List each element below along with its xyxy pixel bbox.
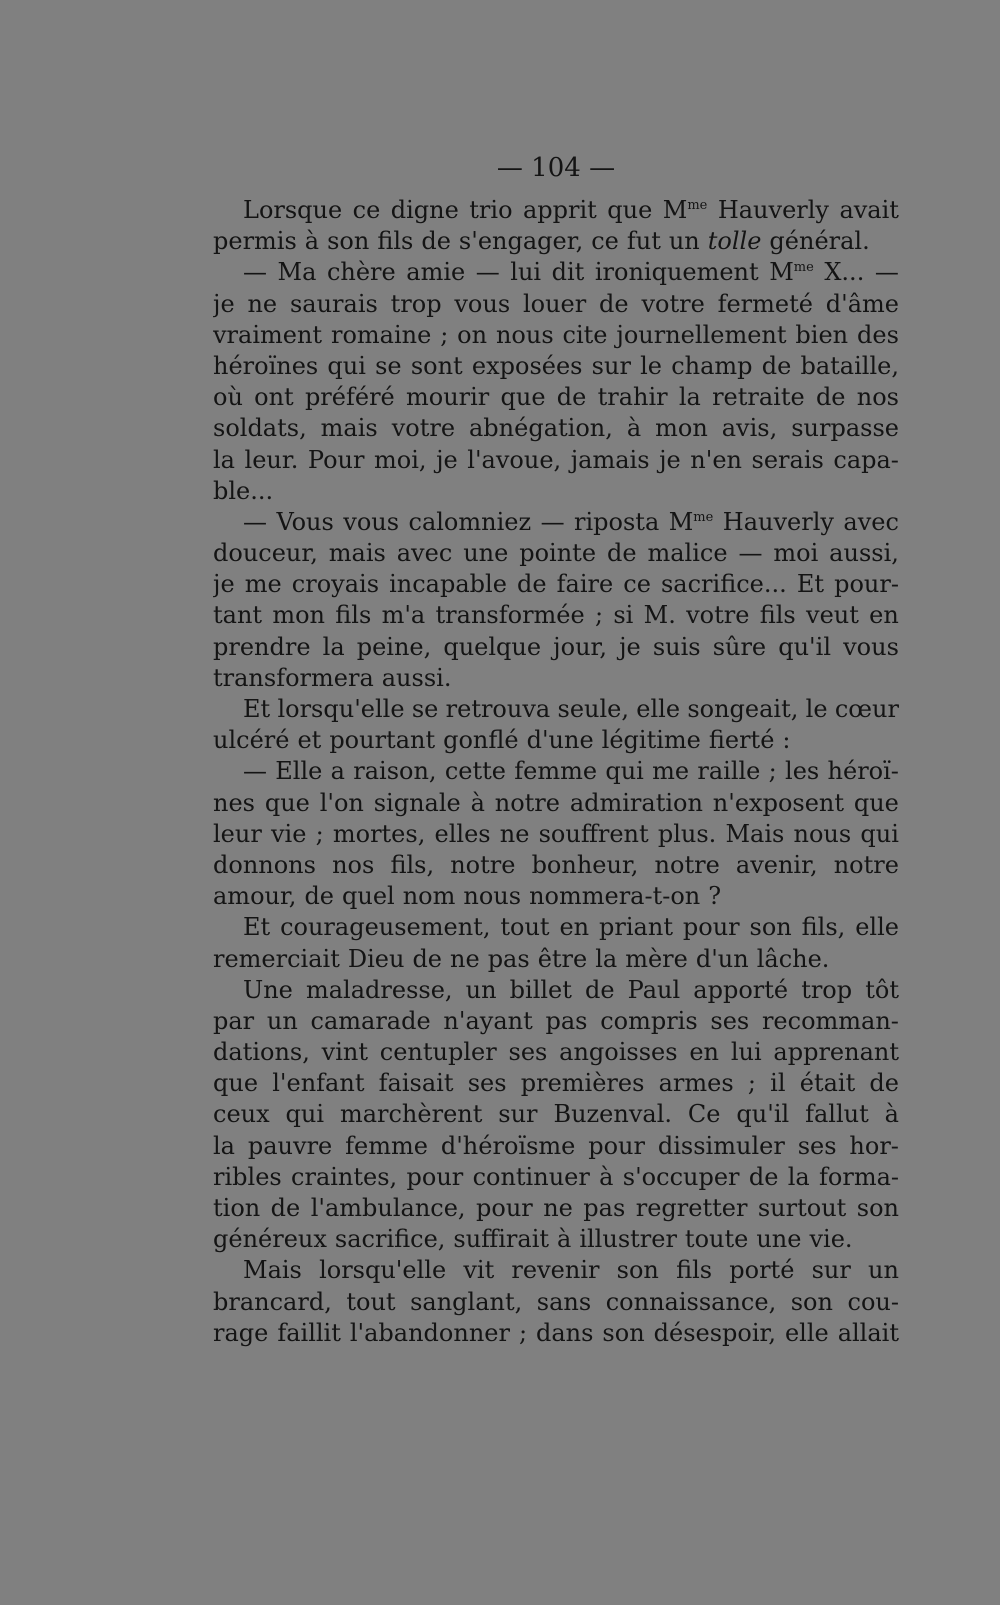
text-line: ribles craintes, pour continuer à s'occuper de la forma- — [213, 1162, 899, 1191]
text-line: ceux qui marchèrent sur Buzenval. Ce qu'il fallut à — [213, 1100, 899, 1129]
text-line: transformera aussi. — [213, 663, 452, 692]
text-line: amour, de quel nom nous nommera-t-on ? — [213, 882, 722, 911]
text-line: ble... — [213, 476, 274, 505]
text-line: par un camarade n'ayant pas compris ses recomman- — [213, 1006, 899, 1035]
book-page — [213, 155, 899, 1349]
text-line: généreux sacrifice, suffirait à illustrer toute une vie. — [213, 1225, 853, 1254]
text-line: rage faillit l'abandonner ; dans son désespoir, elle allait — [213, 1318, 899, 1347]
text-line: Lorsque ce digne trio apprit que $M^{me}$ Hauverly avait — [243, 196, 899, 224]
text-line: Une maladresse, un billet de Paul apporté trop tôt — [243, 975, 899, 1004]
text-line: tant mon fils m'a transformée ; si M. votre fils veut en — [213, 601, 899, 630]
text-line: soldats, mais votre abnégation, à mon avis, surpasse — [213, 414, 899, 443]
text-line: dations, vint centupler ses angoisses en lui apprenant — [213, 1038, 899, 1067]
text-line: tion de l'ambulance, pour ne pas regretter surtout son — [213, 1194, 899, 1222]
body-text — [213, 195, 899, 1349]
text-line: donnons nos fils, notre bonheur, notre avenir, notre — [213, 850, 899, 879]
text-line: — Elle a raison, cette femme qui me raille ; les héroï- — [243, 757, 899, 786]
page-number: — 104 — — [496, 153, 616, 183]
text-line: nes que l'on signale à notre admiration n'exposent que — [213, 788, 899, 817]
text-line: — Vous vous calomniez — riposta $M^{me}$ Hauverly avec — [243, 507, 899, 536]
text-line: que l'enfant faisait ses premières armes ; il était de — [213, 1069, 899, 1098]
text-line: Et lorsqu'elle se retrouva seule, elle songeait, le cœur — [243, 695, 899, 723]
text-line: héroïnes qui se sont exposées sur le champ de bataille, — [213, 351, 899, 380]
text-line: douceur, mais avec une pointe de malice — moi aussi, — [213, 539, 899, 568]
text-line: je ne saurais trop vous louer de votre fermeté d'âme — [213, 289, 899, 318]
text-line: prendre la peine, quelque jour, je suis sûre qu'il vous — [213, 632, 899, 661]
text-line: brancard, tout sanglant, sans connaissance, son cou- — [213, 1287, 899, 1316]
text-line: la leur. Pour moi, je l'avoue, jamais je n'en serais capa- — [213, 445, 899, 474]
text-line: — Ma chère amie — lui dit ironiquement $M^{me}$ X... — — [243, 258, 899, 287]
text-line: où ont préféré mourir que de trahir la retraite de nos — [213, 383, 899, 412]
text-line: ulcéré et pourtant gonflé d'une légitime fierté : — [213, 726, 791, 755]
text-line: leur vie ; mortes, elles ne souffrent plus. Mais nous qui — [213, 819, 899, 848]
text-line: je me croyais incapable de faire ce sacrifice... Et pour- — [213, 570, 899, 599]
text-line: remerciait Dieu de ne pas être la mère d'un lâche. — [213, 944, 830, 973]
text-line: Et courageusement, tout en priant pour son fils, elle — [243, 913, 899, 942]
text-line: Mais lorsqu'elle vit revenir son fils porté sur un — [243, 1256, 899, 1285]
text-line: la pauvre femme d'héroïsme pour dissimuler ses hor- — [213, 1131, 899, 1160]
text-line: permis à son fils de s'engager, ce fut un tolle général. — [213, 227, 870, 256]
text-line: vraiment romaine ; on nous cite journellement bien des — [213, 320, 899, 349]
